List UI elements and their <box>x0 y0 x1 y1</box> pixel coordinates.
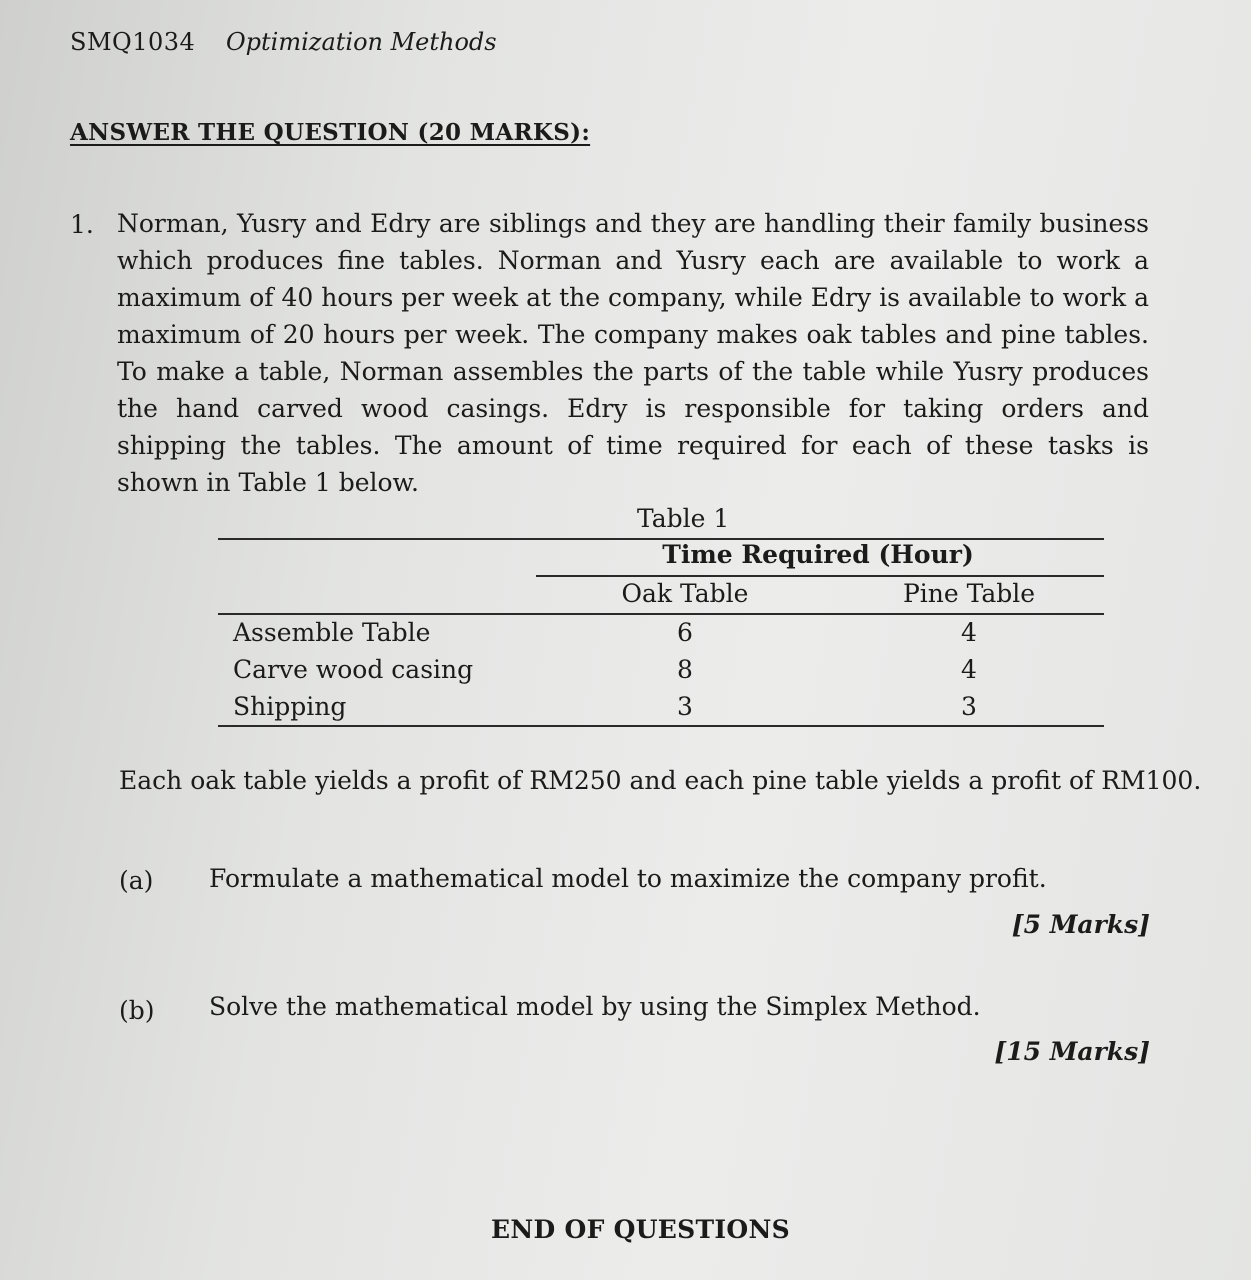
course-code: SMQ1034 <box>70 28 196 56</box>
table-group-rule <box>536 575 1104 577</box>
question-number: 1. <box>70 210 94 239</box>
question-text: Norman, Yusry and Edry are siblings and they are handling their family business which produces fine tables. Norman and Yusry each are available to work a maximum of 40 hours per week at the company, while Edry is available to work a maximum of 20 hours per week. The company makes oak tables and pine tables. To make a table, Norman assembles the parts of the table while Yusry produces the hand carved wood casings. Edry is responsible for taking orders and shipping the tables. The amount of time required for each of these tasks is shown in Table 1 below. <box>117 209 1149 497</box>
row-task: Assemble Table <box>233 618 431 647</box>
part-a-marks: [5 Marks] <box>1011 910 1150 939</box>
instruction-heading: ANSWER THE QUESTION (20 MARKS): <box>70 119 591 146</box>
profit-statement: Each oak table yields a profit of RM250 and each pine table yields a profit of RM100. <box>119 766 1202 795</box>
course-name: Optimization Methods <box>226 28 497 56</box>
end-of-questions: END OF QUESTIONS <box>491 1215 790 1244</box>
part-b-text: Solve the mathematical model by using the Simplex Method. <box>209 992 981 1021</box>
part-a-label: (a) <box>119 866 154 895</box>
part-b-label: (b) <box>119 996 155 1025</box>
column-header-oak: Oak Table <box>621 579 749 608</box>
row-oak-value: 8 <box>677 655 693 684</box>
column-header-pine: Pine Table <box>902 579 1036 608</box>
row-oak-value: 3 <box>677 692 693 721</box>
row-task: Shipping <box>233 692 347 721</box>
table-bottom-rule <box>218 725 1104 727</box>
part-b-marks: [15 Marks] <box>994 1037 1150 1066</box>
part-a-text: Formulate a mathematical model to maximize the company profit. <box>209 864 1047 893</box>
row-task: Carve wood casing <box>233 655 474 684</box>
table-group-header: Time Required (Hour) <box>662 540 974 569</box>
table-caption: Table 1 <box>637 504 730 533</box>
row-oak-value: 6 <box>677 618 693 647</box>
row-pine-value: 4 <box>961 655 977 684</box>
row-pine-value: 4 <box>961 618 977 647</box>
row-pine-value: 3 <box>961 692 977 721</box>
table-header-rule <box>218 613 1104 615</box>
